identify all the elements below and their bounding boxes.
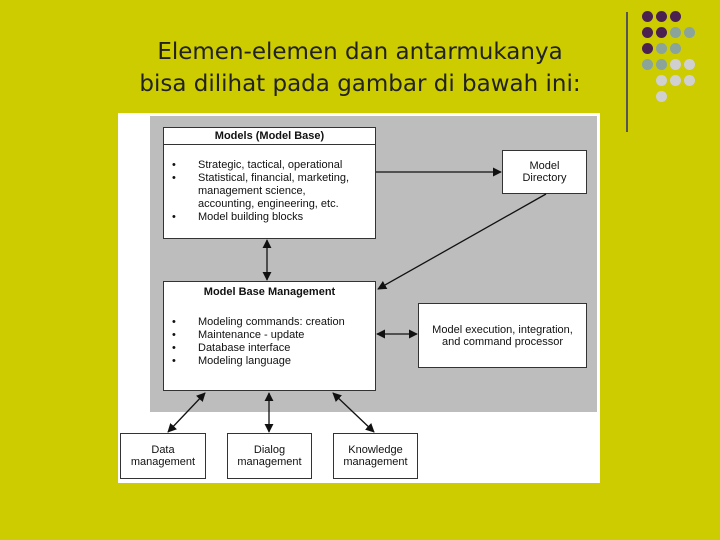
data-management-line1: Data [151, 444, 175, 456]
decor-dot [656, 43, 667, 54]
model-base-diagram [118, 113, 600, 483]
decor-dot [642, 43, 653, 54]
decor-dot [656, 11, 667, 22]
list-item: • Statistical, financial, marketing, [172, 172, 350, 184]
decor-dot [642, 59, 653, 70]
decor-dot [670, 27, 681, 38]
model-directory-line2: Directory [522, 172, 567, 184]
dialog-management-line2: management [237, 456, 302, 468]
decor-dot [656, 59, 667, 70]
list-item: • Modeling language [172, 355, 291, 367]
decor-dot [684, 59, 695, 70]
list-item: accounting, engineering, etc. [198, 198, 339, 210]
execution-line2: and command processor [441, 335, 564, 348]
data-management-line2: management [130, 456, 196, 468]
dialog-management-line1: Dialog [253, 444, 286, 456]
decor-dot [684, 27, 695, 38]
list-item: • Modeling commands: creation [172, 316, 345, 328]
decor-dot [670, 59, 681, 70]
list-item: management science, [198, 185, 306, 197]
decor-dot [670, 75, 681, 86]
list-item: • Database interface [172, 342, 291, 354]
decor-dot [642, 27, 653, 38]
slide-title-line1: Elemen-elemen dan antarmukanya [157, 39, 563, 65]
list-item: • Maintenance - update [172, 329, 305, 341]
mbm-box-title: Model Base Management [203, 286, 336, 298]
arrow-mbm-knowledge [333, 393, 374, 432]
decor-dot [656, 75, 667, 86]
decor-vertical-line [626, 12, 628, 132]
decor-dot [656, 91, 667, 102]
list-item: • Strategic, tactical, operational [172, 159, 343, 171]
execution-line1: Model execution, integration, [432, 323, 573, 336]
decor-dot [642, 11, 653, 22]
arrow-mbm-data [168, 393, 205, 432]
knowledge-management-line2: management [343, 456, 408, 468]
knowledge-management-line1: Knowledge [348, 444, 403, 456]
decor-dot [656, 27, 667, 38]
model-directory-line1: Model [529, 160, 560, 172]
arrow-directory-to-mbm [378, 194, 546, 289]
slide-title-line2: bisa dilihat pada gambar di bawah ini: [139, 71, 581, 97]
decor-dot [670, 43, 681, 54]
decor-dot [684, 75, 695, 86]
list-item: • Model building blocks [172, 211, 304, 223]
connector-arrows [118, 113, 600, 483]
decor-dot [670, 11, 681, 22]
models-box-title: Models (Model Base) [164, 128, 375, 145]
